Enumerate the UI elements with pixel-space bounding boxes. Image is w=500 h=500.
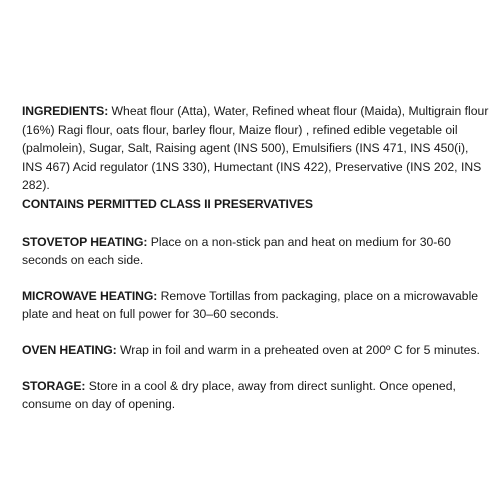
ingredients-heading: INGREDIENTS:	[22, 104, 109, 118]
oven-text: Wrap in foil and warm in a preheated oven at 200º C for 5 minutes.	[120, 342, 480, 357]
preservatives-note: CONTAINS PERMITTED CLASS II PRESERVATIVES	[22, 196, 313, 211]
stovetop-text: Place on a non-stick pan and heat on medium for 30-60 seconds on each side.	[22, 234, 451, 268]
microwave-section	[22, 287, 490, 324]
storage-section	[22, 377, 490, 414]
ingredients-section	[22, 102, 490, 195]
ingredients-text: Wheat flour (Atta), Water, Refined wheat flour (Maida), Multigrain flour (16%) Ragi flour, oats flour, barley flour, Maize flour) , refined edible vegetable oil (palmolein), Sugar, Salt, Raising agent (INS 500), Emulsifiers (INS 471, INS 450(i), INS 467) Acid regulator (1NS 330), Humectant (INS 422), Preservative (INS 202, INS 282).	[22, 104, 489, 193]
stovetop-section	[22, 233, 490, 270]
storage-text: Store in a cool & dry place, away from direct sunlight. Once opened, consume on day of opening.	[22, 378, 456, 412]
microwave-heading: MICROWAVE HEATING:	[22, 288, 158, 303]
storage-heading: STORAGE:	[22, 378, 86, 393]
microwave-text: Remove Tortillas from packaging, place on a microwavable plate and heat on full power for 30–60 seconds.	[22, 288, 479, 322]
stovetop-heading: STOVETOP HEATING:	[22, 234, 148, 249]
oven-heading: OVEN HEATING:	[22, 342, 117, 357]
oven-section	[22, 341, 490, 360]
